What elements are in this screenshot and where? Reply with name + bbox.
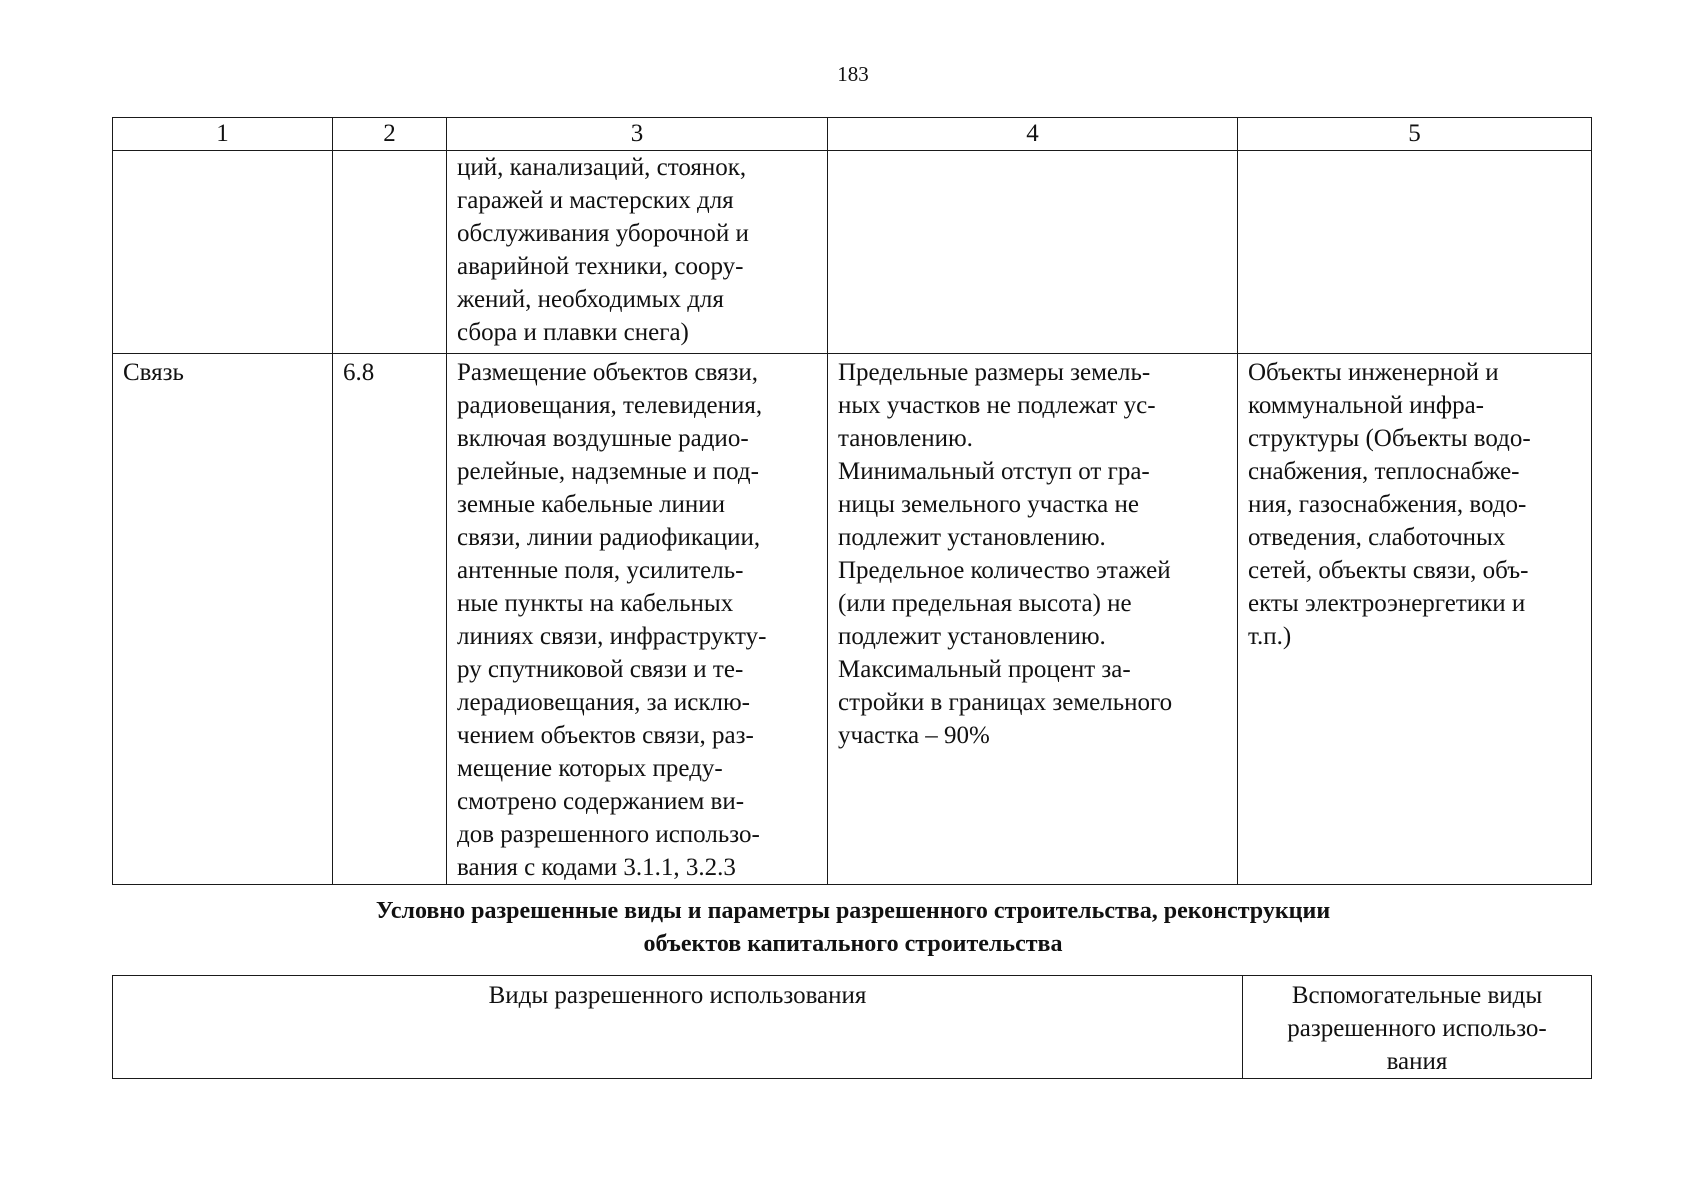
column-header: 3 bbox=[447, 118, 828, 151]
section-heading: Условно разрешенные виды и параметры разрешенного строительства, реконструкции объектов капитального строительства bbox=[375, 898, 1331, 957]
table-row bbox=[113, 151, 1592, 354]
column-header: 4 bbox=[828, 118, 1238, 151]
table-cell: ций, канализаций, стоянок, гаражей и мастерских для обслуживания уборочной и аварийной техники, соору- жений, необходимых для сбора и плавки снега) bbox=[447, 151, 828, 354]
conditional-use-table bbox=[112, 975, 1592, 1079]
column-header: 1 bbox=[113, 118, 333, 151]
auxiliary-use-types: Объекты инженерной и коммунальной инфра- структуры (Объекты водо- снабжения, теплоснабже- ния, газоснабжения, водо- отведения, слаботочных сетей, объекты связи, объ- екты электроэнергетики и т.п.) bbox=[1238, 354, 1592, 885]
column-header: 2 bbox=[333, 118, 447, 151]
page-number: 183 bbox=[837, 62, 869, 86]
table-header-row bbox=[113, 976, 1592, 1079]
table-cell bbox=[333, 151, 447, 354]
table-header-row bbox=[113, 118, 1592, 151]
column-header: Вспомогательные виды разрешенного использо- вания bbox=[1243, 976, 1592, 1079]
zoning-table bbox=[112, 117, 1592, 885]
column-header: 5 bbox=[1238, 118, 1592, 151]
column-header: Виды разрешенного использования bbox=[113, 976, 1243, 1079]
use-type-name: Связь bbox=[113, 354, 333, 885]
table-cell bbox=[828, 151, 1238, 354]
table-cell bbox=[113, 151, 333, 354]
use-type-code: 6.8 bbox=[333, 354, 447, 885]
table-cell bbox=[1238, 151, 1592, 354]
use-type-description: Размещение объектов связи, радиовещания, телевидения, включая воздушные радио- релейные, надземные и под- земные кабельные линии связи, линии радиофикации, антенные поля, усилитель- ные пункты на кабельных линиях связи, инфраструкту- ру спутниковой связи и те- лерадиовещания, за исклю- чением объектов связи, раз- мещение которых преду- смотрено содержанием ви- дов разрешенного использо- вания с кодами 3.1.1, 3.2.3 bbox=[447, 354, 828, 885]
construction-parameters: Предельные размеры земель- ных участков не подлежат ус- тановлению. Минимальный отступ от гра- ницы земельного участка не подлежит установлению. Предельное количество этажей (или предельная высота) не подлежит установлению. Максимальный процент за- стройки в границах земельного участка – 90% bbox=[828, 354, 1238, 885]
table-row bbox=[113, 354, 1592, 885]
